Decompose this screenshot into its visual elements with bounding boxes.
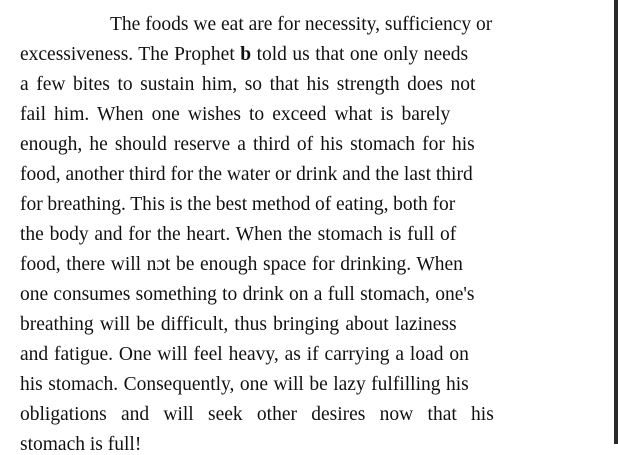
scan-edge-border — [614, 0, 618, 444]
text-line: obligations and will seek other desires now that his — [20, 404, 494, 425]
text-line: for breathing. This is the best method of eating, both for — [20, 194, 456, 215]
text-line: and fatigue. One will feel heavy, as if carrying a load on — [20, 344, 469, 365]
text-line: one consumes something to drink on a full stomach, one's — [20, 284, 475, 305]
text-line: fail him. When one wishes to exceed what is barely — [20, 104, 451, 125]
text-line: breathing will be difficult, thus bringing about laziness — [20, 314, 457, 335]
text-line: food, there will nɔt be enough space for drinking. When — [20, 254, 463, 275]
text-line: The foods we eat are for necessity, sufficiency or — [110, 14, 493, 35]
text-line: the body and for the heart. When the stomach is full of — [20, 224, 457, 245]
text-line: food, another third for the water or drink and the last third — [20, 164, 473, 185]
text-line: a few bites to sustain him, so that his strength does not — [20, 74, 476, 95]
text-line: enough, he should reserve a third of his stomach for his — [20, 134, 475, 155]
honorific-symbol: b — [240, 44, 252, 65]
text-line: his stomach. Consequently, one will be lazy fulfilling his — [20, 374, 469, 395]
text-line — [20, 45, 468, 65]
text-line: stomach is full! — [20, 434, 142, 455]
text-segment: told us that one only needs — [256, 44, 469, 65]
text-segment: excessiveness. The Prophet — [20, 44, 235, 65]
